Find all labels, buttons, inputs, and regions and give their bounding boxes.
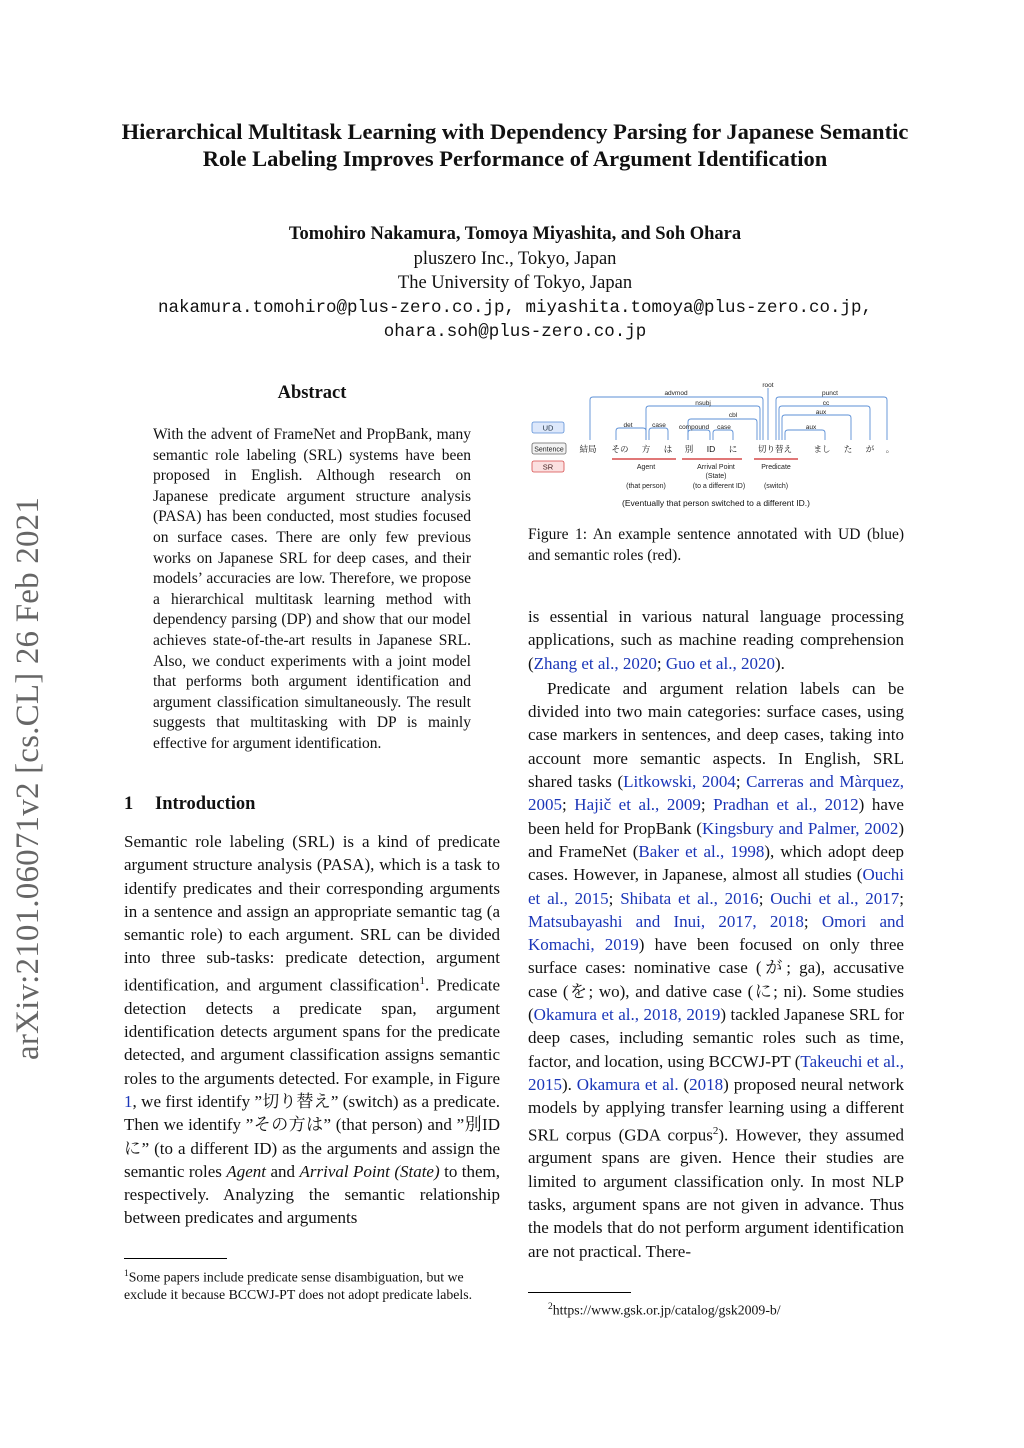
email-line-2: ohara.soh@plus-zero.co.jp [383,322,647,342]
arc-det [616,428,646,440]
svg-text:punct: punct [822,390,838,397]
affiliation-1: pluszero Inc., Tokyo, Japan [413,249,617,269]
citation-link[interactable]: Guo et al., 2020 [665,653,775,673]
role-agent: Agent [226,1161,267,1181]
citation-link[interactable]: Hajič et al., 2009 [574,795,701,815]
svg-text:その: その [611,444,629,454]
citation-link[interactable]: Pradhan et al., 2012 [713,795,859,815]
citation-link[interactable]: Carreras and Màrquez, 2005 [528,772,904,815]
row-label-sentence [532,443,566,454]
arc-aux-2 [785,430,825,440]
figure-ref-link[interactable]: 1 [124,1091,133,1111]
citation-link[interactable]: Omori and Komachi, 2019 [528,911,904,955]
footnote-rule-left [124,1258,227,1259]
section-title: Introduction [155,794,256,814]
svg-text:Arrival Point: Arrival Point [697,464,735,471]
abstract-text: With the advent of FrameNet and PropBank, many semantic role labeling (SRL) systems have been proposed in English. Although research on Japanese predicate argument structure analysis (PASA) has been conducted, most studies focused on surface cases. There are only few previous works on Japanese SRL for deep cases, and their models’ accuracies are low. Therefore, we propose a hierarchical multitask learning method with dependency parsing (DP) and show that our model achieves state-of-the-art results in Japanese SRL. Also, we conduct experiments with a joint model that performs both argument identification and argument classification simultaneously. The result suggests that multitasking with DP is mainly effective for argument identification. [153,426,471,752]
svg-text:(to a different ID): (to a different ID) [692,483,746,490]
figure-1-diagram [528,378,908,513]
section-heading [124,794,255,815]
svg-text:nsubj: nsubj [695,400,711,407]
citation-link[interactable]: Ouchi et al., 2017 [770,888,900,908]
sentence-tokens [579,444,894,454]
svg-text:(that person): (that person) [626,483,666,490]
intro-left-column [124,830,500,1230]
citation-link[interactable]: Ouchi et al., 2015 [528,865,904,908]
citation-link[interactable]: Okamura et al. [576,1074,679,1094]
footnote-1: $^1$Some papers include predicate sense disambiguation, but we exclude it because BCCWJ-PT does not adopt predicate labels. [124,1269,473,1302]
svg-text:SR: SR [542,462,554,472]
svg-text:root: root [762,382,774,389]
footnote-rule-right [528,1292,631,1293]
affiliation-2: The University of Tokyo, Japan [397,273,633,293]
right-paragraph-2: Predicate and argument relation labels can be divided into two main categories: surface cases, using case markers in sentences, and deep cases, taking into account more semantic aspects. In English, SRL shared tasks (Litkowski, 2004; Carreras and Màrquez, 2005; Hajič et al., 2009; Pradhan et al., 2012) have been held for PropBank (Kingsbury and Palmer, 2002) and FrameNet (Baker et al., 1998), which adopt deep cases. However, in Japanese, almost all studies (Ouchi et al., 2015; Shibata et al., 2016; Ouchi et al., 2017; Matsubayashi and Inui, 2017, 2018; Omori and Komachi, 2019) have been focused on only three surface cases: nominative case (が; ga), accusative case (を; wo), and dative case (に; ni). Some studies (Okamura et al., 2018, 2019) tackled Japanese SRL for deep cases, including semantic roles such as time, factor, and location, using BCCWJ-PT (Takeuchi et al., 2015). Okamura et al. (2018) proposed neural network models by applying transfer learning using a different SRL corpus (GDA corpus$^2$). However, they assumed argument spans are given. Hence their studies are limited to argument classification only. In most NLP tasks, argument spans are not given in advance. Thus the models that do not perform argument identification are not practical. There- [528,678,905,1261]
svg-text:case: case [717,424,731,431]
citation-link[interactable]: Kingsbury and Palmer, 2002 [701,818,899,838]
footnote-ref-2[interactable]: 2 [712,1124,719,1137]
gloss-labels [626,483,788,490]
footnote-ref-1[interactable]: 1 [419,974,426,987]
abstract-heading: Abstract [277,383,347,403]
svg-text:ID: ID [706,444,716,454]
svg-text:切り替え: 切り替え [757,444,793,454]
author-list: Tomohiro Nakamura, Tomoya Miyashita, and Soh Ohara [288,224,742,244]
citation-link[interactable]: Baker et al., 1998 [638,841,765,861]
footnote-2: $^2$https://www.gsk.or.jp/catalog/gsk2009-b/ [548,1302,781,1318]
citation-link[interactable]: Takeuchi et al., 2015 [528,1051,905,1094]
svg-text:advmod: advmod [664,390,688,397]
svg-text:aux: aux [815,409,827,416]
svg-text:Agent: Agent [636,464,656,471]
dependency-labels [623,382,838,431]
row-label-sr [532,461,564,472]
svg-text:UD: UD [542,423,554,433]
right-paragraph-1: is essential in various natural language processing applications, such as machine reading comprehension (Zhang et al., 2020; Guo et al., 2020). [528,607,904,673]
email-line-1: nakamura.tomohiro@plus-zero.co.jp, miyashita.tomoya@plus-zero.co.jp, [157,298,873,318]
citation-link[interactable]: Okamura et al., 2018, 2019 [533,1005,721,1025]
paper-title: Hierarchical Multitask Learning with Dependency Parsing for Japanese Semantic Role Labeling Improves Performance of Argument Identification [121,119,909,171]
citation-link[interactable]: Shibata et al., 2016 [620,888,759,908]
citation-link[interactable]: Matsubayashi and Inui, 2017, 2018 [528,911,804,931]
svg-text:。: 。 [885,444,895,454]
svg-text:cc: cc [822,400,830,407]
role-arrival-point: Arrival Point (State) [299,1161,440,1181]
svg-text:case: case [652,422,666,429]
svg-text:cbl: cbl [728,412,738,419]
arc-case-2 [713,430,733,440]
svg-text:(switch): (switch) [763,483,789,490]
svg-text:た: た [843,444,853,454]
svg-text:が: が [865,444,875,454]
svg-text:まし: まし [813,444,831,454]
arc-case-1 [649,428,668,440]
svg-text:aux: aux [805,424,817,431]
intro-right-column [528,605,904,1263]
citation-link[interactable]: Litkowski, 2004 [623,772,736,792]
svg-text:det: det [623,422,633,429]
figure-translation: (Eventually that person switched to a different ID.) [622,498,810,508]
svg-text:は: は [663,444,673,454]
citation-link[interactable]: 2018 [689,1074,724,1094]
svg-text:結局: 結局 [579,444,597,454]
arc-aux-1 [782,415,851,440]
intro-paragraph-1: Semantic role labeling (SRL) is a kind of predicate argument structure analysis (PASA), which is a task to identify predicates and their corresponding arguments in a sentence and assign an appropriate semantic tag (a semantic role) to each argument. SRL can be divided into three sub-tasks: predicate detection, argument identification, and argument classification$^1$. Predicate detection detects a predicate span, argument identification detects argument spans for the predicate detected, and argument classification assigns semantic roles to the arguments detected. For example, in Figure 1, we first identify ”切り替え” (switch) as a predicate. Then we identify ”その方は” (that person) and ”別IDに” (to a different ID) as the arguments and assign the semantic roles Agent and Arrival Point (State) to them, respectively. Analyzing the semantic relationship between predicates and arguments [124,832,501,1228]
svg-text:Predicate: Predicate [761,464,791,471]
svg-text:方: 方 [641,444,651,454]
svg-text:Sentence: Sentence [534,446,564,454]
arxiv-identifier: arXiv:2101.06071v2 [cs.CL] 26 Feb 2021 [10,496,46,1060]
svg-text:compound: compound [678,424,710,431]
dependency-arcs [590,388,887,440]
svg-text:に: に [728,444,738,454]
semantic-role-labels [637,464,791,480]
citation-link[interactable]: Zhang et al., 2020 [533,653,657,673]
section-number: 1 [124,794,134,814]
arc-compound [688,430,710,440]
row-label-ud [532,422,564,433]
svg-text:(State): (State) [705,473,727,480]
svg-text:別: 別 [684,444,694,454]
figure-1-caption: Figure 1: An example sentence annotated with UD (blue) and semantic roles (red). [528,526,904,564]
